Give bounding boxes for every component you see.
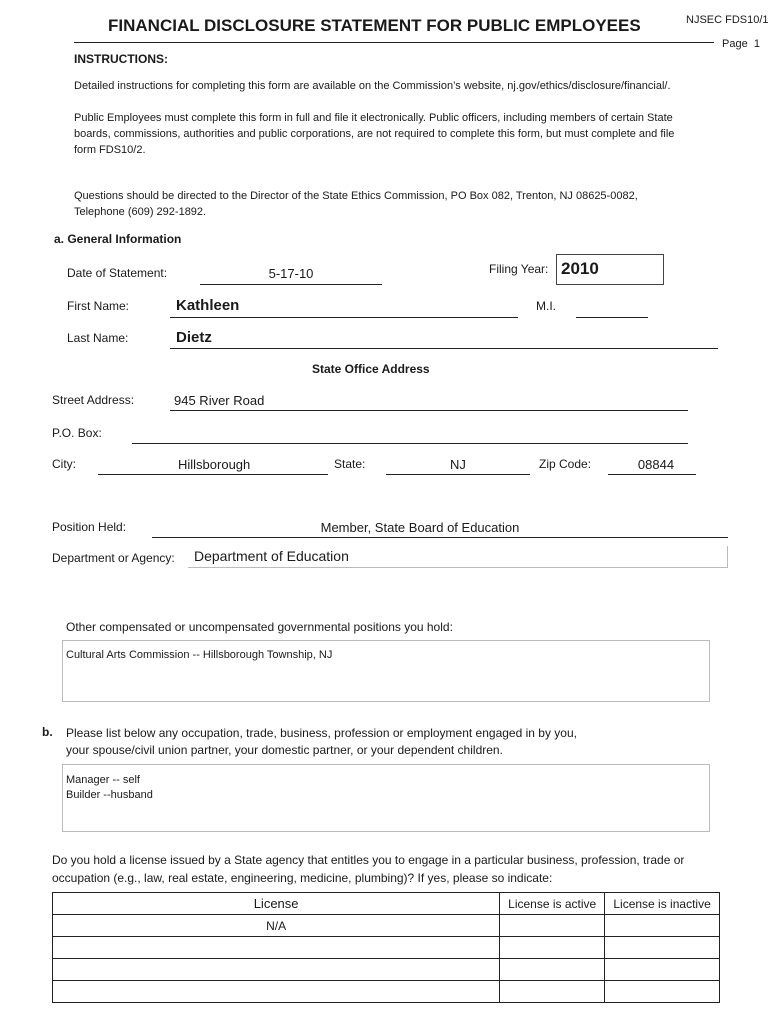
city-underline <box>98 474 328 475</box>
street-field[interactable]: 945 River Road <box>174 393 265 408</box>
title-underline <box>74 42 714 43</box>
table-row <box>53 915 720 937</box>
last-name-label: Last Name: <box>67 331 129 345</box>
active-cell[interactable] <box>500 981 605 1003</box>
filing-year-value: 2010 <box>561 259 599 278</box>
state-label: State: <box>334 457 366 471</box>
active-cell[interactable] <box>500 959 605 981</box>
instructions-p1-text: Detailed instructions for completing this form are available on the Commission’s website, <box>74 80 505 92</box>
city-field[interactable]: Hillsborough <box>178 457 251 472</box>
position-label: Position Held: <box>52 520 127 534</box>
occupation-line: Builder --husband <box>66 789 153 801</box>
license-cell[interactable] <box>53 959 500 981</box>
pobox-underline <box>132 443 688 444</box>
first-name-field[interactable]: Kathleen <box>176 297 240 314</box>
zip-field[interactable]: 08844 <box>637 457 675 472</box>
mi-underline <box>576 317 648 318</box>
occupation-line: Manager -- self <box>66 774 140 786</box>
column-header-inactive: License is inactive <box>605 893 720 915</box>
active-cell[interactable] <box>500 915 605 937</box>
instructions-paragraph-2 <box>74 110 674 158</box>
instructions-paragraph-1 <box>74 80 671 92</box>
state-underline <box>386 474 530 475</box>
section-b-line: your spouse/civil union partner, your domestic partner, or your dependent children. <box>66 743 503 757</box>
section-b-line: Please list below any occupation, trade, business, profession or employment engaged in by you, <box>66 726 577 740</box>
filing-year-field[interactable] <box>556 254 664 285</box>
dept-value: Department of Education <box>194 548 349 564</box>
column-header-active: License is active <box>500 893 605 915</box>
street-underline <box>170 410 688 411</box>
date-label: Date of Statement: <box>67 266 168 280</box>
license-cell[interactable] <box>53 981 500 1003</box>
license-cell[interactable] <box>53 937 500 959</box>
license-question-line: Do you hold a license issued by a State agency that entitles you to engage in a particular business, profession, trade or <box>52 853 685 867</box>
page-number: 1 <box>753 38 760 50</box>
zip-label: Zip Code: <box>539 457 592 471</box>
instructions-paragraph-3 <box>74 188 638 220</box>
license-cell[interactable]: N/A <box>53 915 500 937</box>
date-field[interactable]: 5-17-10 <box>268 266 314 281</box>
license-table <box>52 892 720 1003</box>
position-field[interactable]: Member, State Board of Education <box>320 520 520 535</box>
occupation-field[interactable] <box>62 764 710 832</box>
active-cell[interactable] <box>500 937 605 959</box>
dept-label: Department or Agency: <box>52 551 175 565</box>
inactive-cell[interactable] <box>605 959 720 981</box>
table-row <box>53 959 720 981</box>
license-table-header <box>53 893 720 915</box>
column-header-license: License <box>53 893 500 915</box>
last-name-field[interactable]: Dietz <box>176 329 212 346</box>
table-row <box>53 937 720 959</box>
zip-underline <box>608 474 696 475</box>
last-name-underline <box>170 348 718 349</box>
occupation-value <box>66 773 153 803</box>
first-name-label: First Name: <box>67 299 130 313</box>
instructions-website-link[interactable]: nj.gov/ethics/disclosure/financial/. <box>507 80 671 92</box>
filing-year-label: Filing Year: <box>489 262 549 276</box>
section-b-question <box>66 725 577 759</box>
instructions-p2-line: form FDS10/2. <box>74 144 146 156</box>
date-underline <box>200 284 382 285</box>
inactive-cell[interactable] <box>605 937 720 959</box>
state-field[interactable]: NJ <box>450 457 466 472</box>
inactive-cell[interactable] <box>605 981 720 1003</box>
other-positions-value: Cultural Arts Commission -- Hillsborough Township, NJ <box>66 649 333 661</box>
table-row <box>53 981 720 1003</box>
form-id: NJSEC FDS10/1 <box>686 14 769 26</box>
instructions-p2-line: Public Employees must complete this form in full and file it electronically. Public officers, including members of certain State <box>74 112 673 124</box>
general-info-heading: a. General Information <box>54 232 182 246</box>
instructions-p3-line: Telephone (609) 292-1892. <box>74 206 207 218</box>
dept-field[interactable] <box>188 546 728 568</box>
instructions-p3-line: Questions should be directed to the Director of the State Ethics Commission, PO Box 082, Trenton, NJ 08625-0082, <box>74 190 638 202</box>
license-question <box>52 851 684 887</box>
instructions-p2-line: boards, commissions, authorities and public corporations, are not required to complete this form, but must complete and file <box>74 128 675 140</box>
page-indicator <box>722 38 760 50</box>
first-name-underline <box>170 317 518 318</box>
pobox-label: P.O. Box: <box>52 426 102 440</box>
state-office-address-heading: State Office Address <box>312 362 430 376</box>
form-title: FINANCIAL DISCLOSURE STATEMENT FOR PUBLIC EMPLOYEES <box>108 16 641 35</box>
other-positions-label: Other compensated or uncompensated governmental positions you hold: <box>66 620 453 634</box>
street-label: Street Address: <box>52 393 135 407</box>
license-question-line: occupation (e.g., law, real estate, engineering, medicine, plumbing)? If yes, please so indicate: <box>52 871 553 885</box>
position-underline <box>152 537 728 538</box>
city-label: City: <box>52 457 76 471</box>
section-b-letter: b. <box>42 725 53 739</box>
other-positions-field[interactable] <box>62 640 710 702</box>
instructions-heading: INSTRUCTIONS: <box>74 52 168 66</box>
mi-label: M.I. <box>536 299 556 313</box>
inactive-cell[interactable] <box>605 915 720 937</box>
page-label: Page <box>722 38 748 50</box>
